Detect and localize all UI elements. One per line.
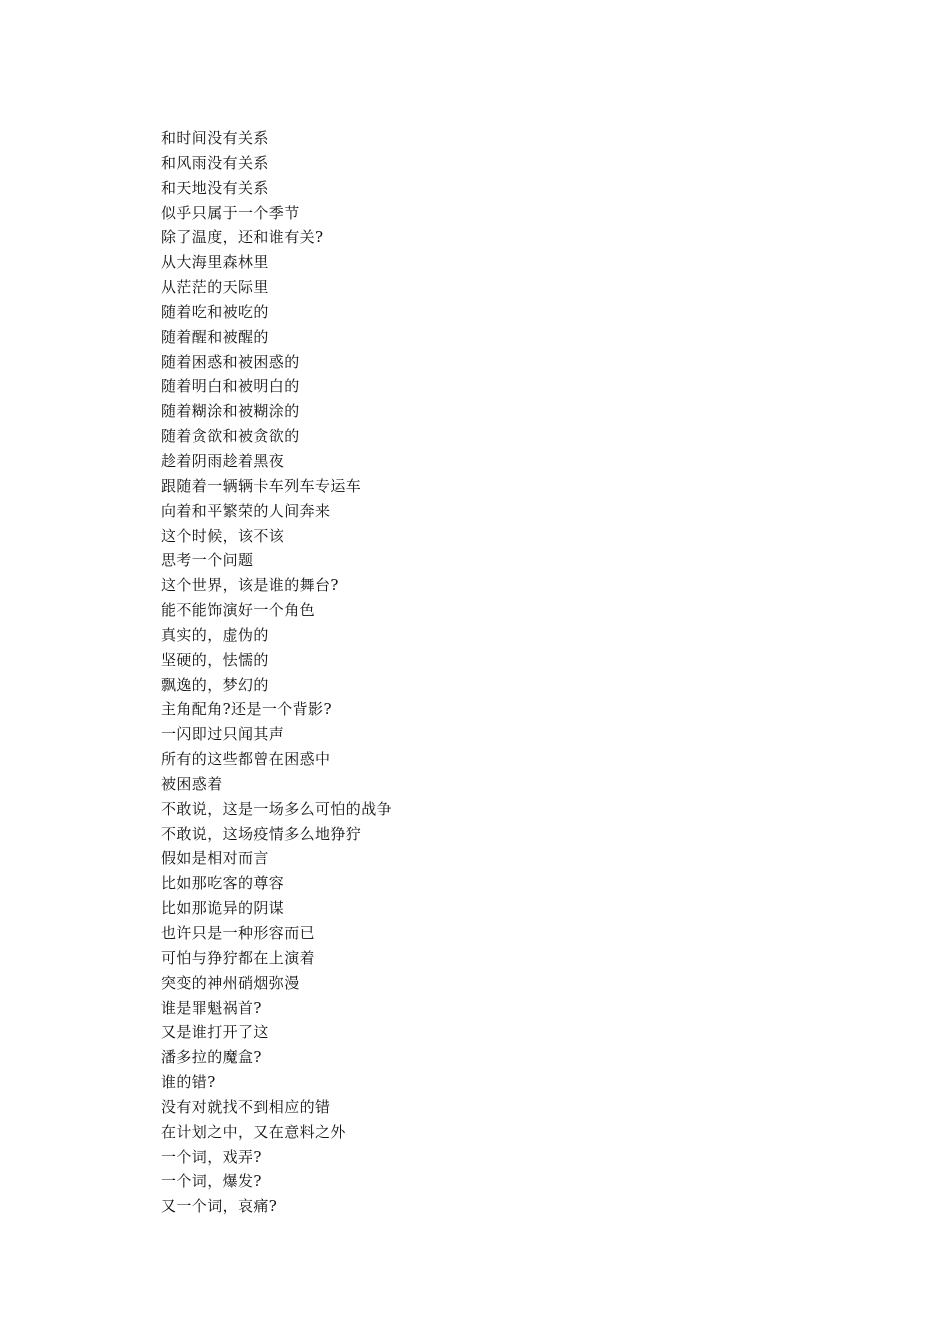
poem-line: 假如是相对而言 bbox=[161, 849, 269, 868]
poem-line: 随着贪欲和被贪欲的 bbox=[161, 427, 300, 446]
poem-line: 和时间没有关系 bbox=[161, 129, 269, 147]
poem-line: 似乎只属于一个季节 bbox=[161, 203, 300, 222]
poem-line: 除了温度，还和谁有关? bbox=[161, 228, 324, 247]
poem-line: 被困惑着 bbox=[161, 774, 223, 793]
poem-line: 真实的，虚伪的 bbox=[161, 625, 269, 644]
poem-line: 和天地没有关系 bbox=[161, 178, 269, 197]
poem-text bbox=[161, 126, 392, 1219]
poem-line: 没有对就找不到相应的错 bbox=[161, 1097, 331, 1116]
poem-line: 可怕与狰狞都在上演着 bbox=[161, 948, 316, 967]
poem-line: 从茫茫的天际里 bbox=[161, 278, 269, 297]
poem-line: 随着明白和被明白的 bbox=[161, 377, 300, 396]
poem-line: 一个词，戏弄? bbox=[161, 1147, 262, 1166]
poem-line: 在计划之中，又在意料之外 bbox=[161, 1122, 346, 1141]
poem-line: 又是谁打开了这 bbox=[161, 1023, 269, 1042]
poem-line: 不敢说，这场疫情多么地狰狞 bbox=[161, 824, 362, 843]
poem-line: 随着醒和被醒的 bbox=[161, 327, 269, 346]
poem-line: 不敢说，这是一场多么可怕的战争 bbox=[161, 799, 393, 818]
poem-line: 突变的神州硝烟弥漫 bbox=[161, 973, 300, 992]
poem-line: 主角配角?还是一个背影? bbox=[161, 700, 332, 719]
poem-line: 这个世界，该是谁的舞台? bbox=[161, 576, 339, 595]
poem-line: 谁是罪魁祸首? bbox=[161, 998, 262, 1017]
poem-line: 随着糊涂和被糊涂的 bbox=[161, 402, 300, 421]
poem-line: 和风雨没有关系 bbox=[161, 153, 269, 172]
poem-line: 思考一个问题 bbox=[161, 551, 254, 570]
poem-line: 飘逸的，梦幻的 bbox=[161, 675, 269, 694]
poem-line: 能不能饰演好一个角色 bbox=[161, 601, 316, 620]
poem-line: 比如那吃客的尊容 bbox=[161, 874, 285, 893]
poem-line: 坚硬的，怯懦的 bbox=[161, 650, 269, 669]
poem-line: 一闪即过只闻其声 bbox=[161, 725, 285, 744]
poem-line: 从大海里森林里 bbox=[161, 253, 269, 272]
poem-line: 随着吃和被吃的 bbox=[161, 302, 269, 321]
poem-line: 也许只是一种形容而已 bbox=[161, 924, 316, 942]
poem-line: 又一个词，哀痛? bbox=[161, 1197, 278, 1216]
poem-line: 谁的错? bbox=[161, 1073, 216, 1092]
poem-line: 潘多拉的魔盒? bbox=[161, 1048, 262, 1067]
poem-line: 趁着阴雨趁着黑夜 bbox=[161, 451, 285, 470]
poem-line: 跟随着一辆辆卡车列车专运车 bbox=[161, 476, 362, 495]
poem-line: 向着和平繁荣的人间奔来 bbox=[161, 501, 331, 520]
poem-line: 随着困惑和被困惑的 bbox=[161, 352, 300, 371]
poem-line: 比如那诡异的阴谋 bbox=[161, 899, 285, 918]
poem-line: 所有的这些都曾在困惑中 bbox=[161, 750, 331, 769]
poem-line: 一个词，爆发? bbox=[161, 1172, 262, 1191]
poem-line: 这个时候，该不该 bbox=[161, 526, 285, 545]
